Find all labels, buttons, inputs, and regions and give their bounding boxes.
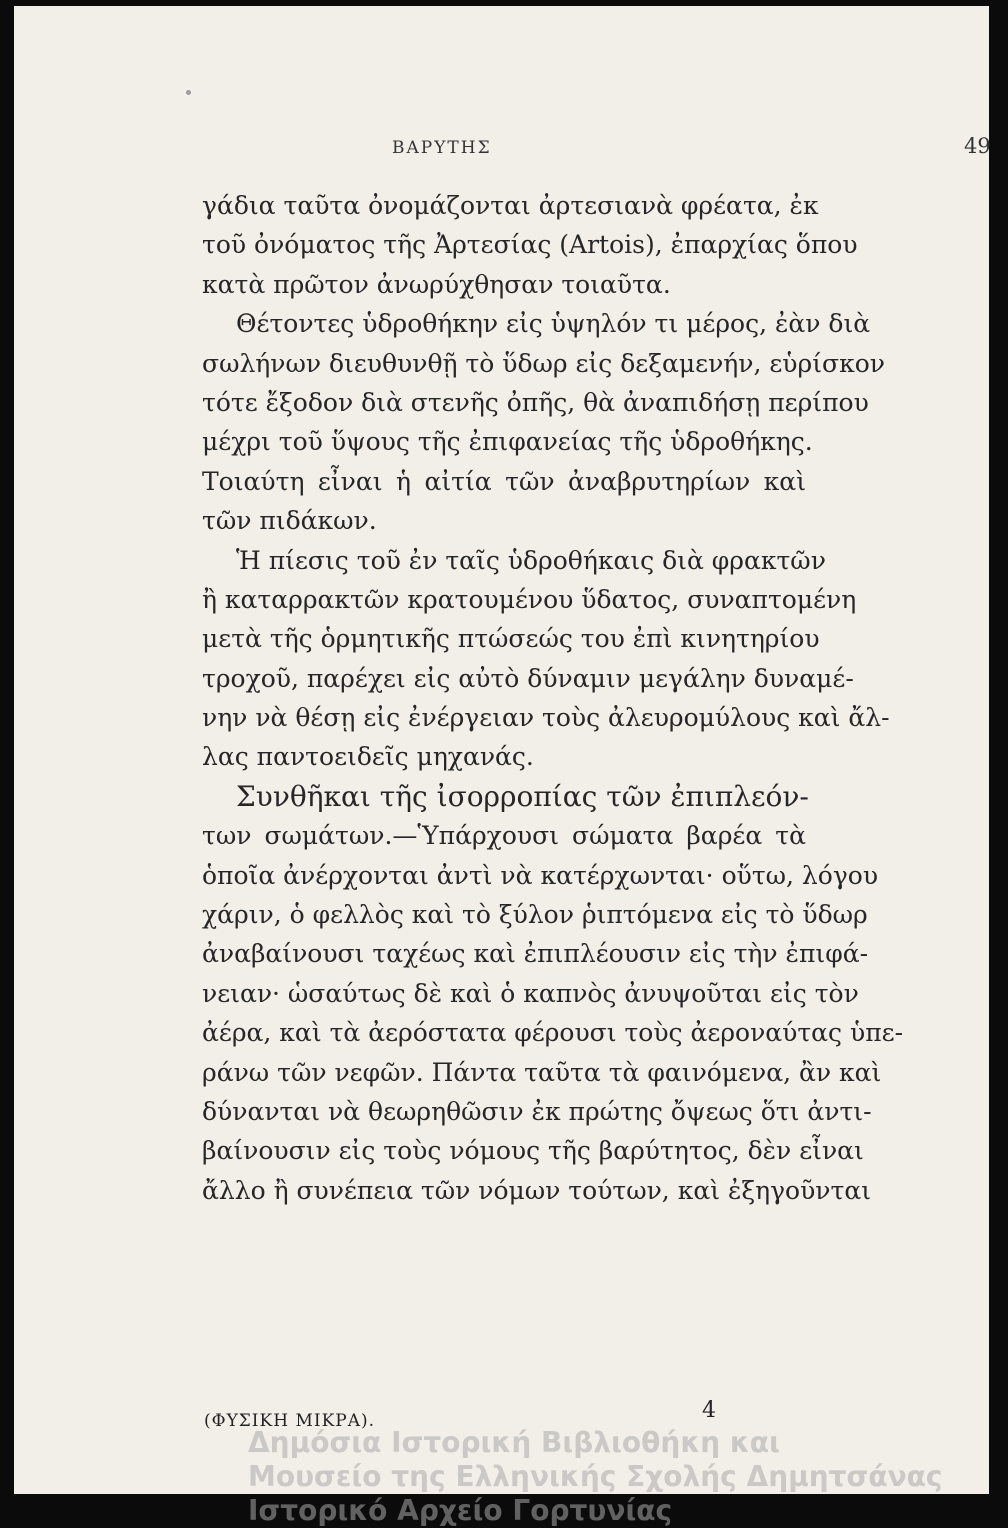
book-page bbox=[14, 6, 991, 1527]
ink-dot bbox=[186, 90, 191, 95]
text-line: ἢ καταρρακτῶν κρατουμένου ὕδατος, συναπτομένη bbox=[202, 584, 857, 614]
text-line: ὁποῖα ἀνέρχονται ἀντὶ νὰ κατέρχωνται· οὕτω, λόγου bbox=[202, 860, 879, 890]
text-line: μετὰ τῆς ὁρμητικῆς πτώσεώς του ἐπὶ κινητηρίου bbox=[202, 624, 820, 654]
signature-mark: (ΦΥΣΙΚΗ ΜΙΚΡΑ). bbox=[204, 1411, 376, 1431]
text-line: τροχοῦ, παρέχει εἰς αὐτὸ δύναμιν μεγάλην δυναμέ- bbox=[202, 663, 854, 693]
running-head: ΒΑΡΥΤΗΣ bbox=[392, 138, 492, 158]
text-line: νην νὰ θέσῃ εἰς ἐνέργειαν τοὺς ἀλευρομύλους καὶ ἄλ- bbox=[202, 703, 890, 733]
text-line: λας παντοειδεῖς μηχανάς. bbox=[202, 742, 534, 772]
text-line: μέχρι τοῦ ὕψους τῆς ἐπιφανείας τῆς ὑδροθήκης. bbox=[202, 427, 813, 457]
watermark-line: Δημόσια Ιστορική Βιβλιοθήκη και bbox=[248, 1426, 780, 1459]
text-line: Τοιαύτη εἶναι ἡ αἰτία τῶν ἀναβρυτηρίων καὶ bbox=[202, 466, 806, 496]
library-watermark bbox=[248, 1426, 1008, 1528]
text-line: ράνω τῶν νεφῶν. Πάντα ταῦτα τὰ φαινόμενα, ἂν καὶ bbox=[202, 1057, 882, 1087]
text-line: ἀναβαίνουσι ταχέως καὶ ἐπιπλέουσιν εἰς τὴν ἐπιφά- bbox=[202, 939, 869, 969]
text-line: γάδια ταῦτα ὀνομάζονται ἀρτεσιανὰ φρέατα, ἐκ bbox=[202, 191, 819, 220]
body-text bbox=[202, 186, 904, 1210]
watermark-line: Μουσείο της Ελληνικής Σχολής Δημητσάνας bbox=[248, 1460, 943, 1493]
text-line: ἀέρα, καὶ τὰ ἀερόστατα φέρουσι τοὺς ἀεροναύτας ὑπε- bbox=[202, 1018, 904, 1048]
text-line: τότε ἔξοδον διὰ στενῆς ὀπῆς, θὰ ἀναπιδήσῃ περίπου bbox=[202, 387, 869, 417]
text-line: ἄλλο ἢ συνέπεια τῶν νόμων τούτων, καὶ ἐξηγοῦνται bbox=[202, 1175, 872, 1205]
section-heading: Συνθῆκαι τῆς ἰσορροπίας τῶν ἐπιπλεόν- bbox=[236, 779, 809, 813]
text-line: τοῦ ὀνόματος τῆς Ἀρτεσίας (Artois), ἐπαρχίας ὅπου bbox=[202, 230, 858, 260]
text-line: Θέτοντες ὑδροθήκην εἰς ὑψηλόν τι μέρος, ἐὰν διὰ bbox=[236, 309, 871, 339]
text-line: νειαν· ὡσαύτως δὲ καὶ ὁ καπνὸς ἀνυψοῦται εἰς τὸν bbox=[202, 978, 859, 1008]
text-line: Ἡ πίεσις τοῦ ἐν ταῖς ὑδροθήκαις διὰ φρακτῶν bbox=[236, 545, 826, 575]
watermark-line: Ιστορικό Αρχείο Γορτυνίας bbox=[248, 1494, 673, 1527]
text-line: βαίνουσιν εἰς τοὺς νόμους τῆς βαρύτητος, δὲν εἶναι bbox=[202, 1136, 864, 1166]
sheet-number: 4 bbox=[702, 1398, 716, 1423]
text-line: τῶν πιδάκων. bbox=[202, 506, 377, 536]
text-line: των σωμάτων.—Ὑπάρχουσι σώματα βαρέα τὰ bbox=[202, 821, 806, 851]
text-line: χάριν, ὁ φελλὸς καὶ τὸ ξύλον ῥιπτόμενα εἰς τὸ ὕδωρ bbox=[202, 900, 868, 930]
text-line: κατὰ πρῶτον ἀνωρύχθησαν τοιαῦτα. bbox=[202, 269, 671, 299]
page-number: 49 bbox=[964, 134, 991, 158]
text-line: δύνανται νὰ θεωρηθῶσιν ἐκ πρώτης ὄψεως ὅτι ἀντι- bbox=[202, 1096, 872, 1126]
text-line: σωλήνων διευθυνθῇ τὸ ὕδωρ εἰς δεξαμενήν, εὑρίσκον bbox=[202, 348, 885, 378]
